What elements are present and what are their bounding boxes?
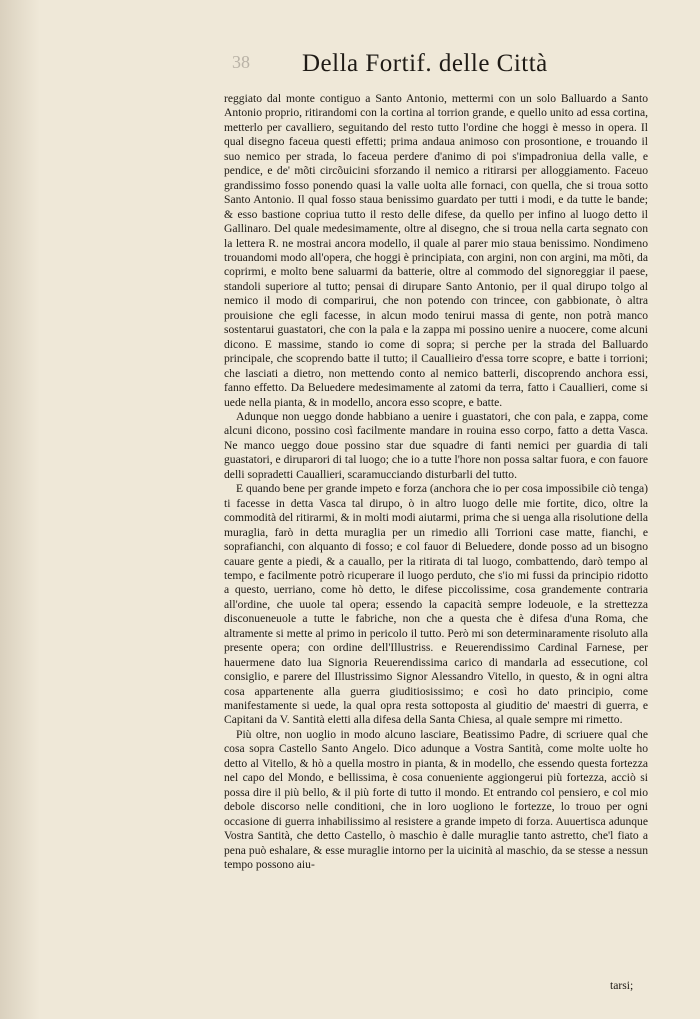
paragraph-1: reggiato dal monte contiguo a Santo Antonio, mettermi con un solo Balluardo a Santo Antonio proprio, ritirandomi con la cortina al torrion grande, e quello unito ad essa cortina, metterlo per cavalliero, seguitando del resto tutto l'ordine che hoggi è messo in opera. Il qual disegno faceua questi effetti; prima andaua animoso con prosontione, e trouando il suo nemico per strada, lo faceua perdere d'animo di poi s'impadroniua della valle, e pendice, e de' mõti circõuicini sforzando il nemico a ritirarsi per alloggiamento. Faceuo grandissimo fosso ponendo quasi la valle uolta alle fornaci, con quella, che si troua sotto Santo Antonio. Il qual fosso staua benissimo guardato per tutti i modi, e da tutte le bande; & esso bastione copriua tutto il resto delle difese, da quello per infino al luogo detto il Gallinaro. Del quale medesimamente, oltre al disegno, che si troua nella carta segnato con la lettera R. ne mostrai ancora modello, il quale al parer mio staua benissimo. Nondimeno trouandomi modo all'opera, che hoggi è principiata, con argini, non con argini, ma mõti, da coprirmi, e molto bene saluarmi da batterie, oltre al commodo del signoreggiar il paese, standoli superiore al tutto; pensai di dirupare Santo Antonio, per il qual dirupo tolgo al nemico il modo di comparirui, che non potendo con trincee, con gabbionate, ò altra prouisione che egli facesse, in alcun modo tenirui massa di gente, non potrà manco sostentarui guastatori, che con la pala e la zappa mi possino uenire a nuocere, come alcuni dicono. E massime, stando io come di sopra; si perche per la strada del Balluardo principale, che scoprendo batte il tutto; il Cauallieiro d'essa torre scopre, e batte i torrioni; che lasciati a dietro, non mettendo conto al nemico batterli, discoprendo anchora essi, fanno effetto. Da Beluedere medesimamente al zatomi da terra, fatto i Cauallieri, come si uede nella pianta, & in modello, ancora esso scopre, e batte.	[224, 92, 648, 409]
catchword: tarsi;	[610, 979, 634, 992]
running-head: Della Fortif. delle Città	[302, 50, 548, 77]
page-number: 38	[232, 52, 250, 72]
body-text	[224, 92, 648, 872]
paragraph-2: Adunque non ueggo donde habbiano a uenire i guastatori, che con pala, e zappa, come alcuni dicono, possino così facilmente mandare in rouina esso corpo, fatto a detta Vasca. Ne manco ueggo doue possino star due squadre di fanti nemici per guardia di tali guastatori, e diruparori di tal luogo; che io a tutte l'hore non possa saltar fuora, e con fauore delli sopradetti Cauallieri, scaramucciando disturbarli del tutto.	[224, 409, 648, 481]
gutter-shadow	[0, 0, 40, 1019]
paragraph-3: E quando bene per grande impeto e forza (anchora che io per cosa impossibile ciò tenga) ti facesse in detta Vasca tal dirupo, ò in altro luogo delle mie fortite, dico, oltre la commodità del ritirarmi, & in molti modi aiutarmi, prima che si uenga alla risolutione della muraglia, farò in detta muraglia per un rimedio alli Torrioni case matte, fianchi, e soprafianchi, con alquanto di fosso; e col fauor di Beluedere, donde posso ad un bisogno cauare gente a piedi, & a cauallo, per la ritirata di tal luogo, combattendo, darò tempo al tempo, e facilmente potrò ricuperare il luogo perduto, che s'io mi fussi da principio ridotto a questo, uerriano, come hò detto, le difese piccolissime, cosa grandemente contraria all'ordine, che uuole tal opera; essendo la capacità sempre lodeuole, e la strettezza disconueneuole a tutte le fabriche, non che a questa che è difesa d'una Roma, che altramente si mette al primo in pericolo il tutto. Però mi son determinaramente risoluto alla presente opera; con ordine dell'Illustriss. e Reuerendissimo Cardinal Farnese, per hauermene dato lua Signoria Reuerendissima carico di mandarla ad essecutione, col consiglio, e parere del Illustrissimo Signor Alessandro Vitello, in questo, & in ogni altra cosa appartenente alla guerra giuditiosissimo; e così ho dato principio, come manifestamente si uede, la qual opra resta sottoposta al giuditio de' maestri di guerra, e Capitani da V. Santità eletti alla difesa della Santa Chiesa, al quale sempre mi rimetto.	[224, 482, 648, 727]
paragraph-4: Più oltre, non uoglio in modo alcuno lasciare, Beatissimo Padre, di scriuere qual che cosa sopra Castello Santo Angelo. Dico adunque a Vostra Santità, come molte uolte ho detto al Vitello, & hò a quella mostro in pianta, & in modello, che essendo questa fortezza nel capo del Mondo, e bellissima, è cosa conueniente aggiongerui più fortezza, acciò si possa dire il più bello, & il più forte di tutto il mondo. Et entrando col pensiero, e col mio debole discorso nelle conditioni, che in loro uogliono le fortezze, lo trouo per ogni occasione di guerra inhabilissimo al resistere a grande impeto di forza. Auuertisca adunque Vostra Santità, che detto Castello, ò maschio è dalle muraglie tanto astretto, che'l fiato a pena può eshalare, & esse muraglie intorno per la uicinità al maschio, da se stesse a nessun tempo possono aiu-	[224, 727, 648, 872]
